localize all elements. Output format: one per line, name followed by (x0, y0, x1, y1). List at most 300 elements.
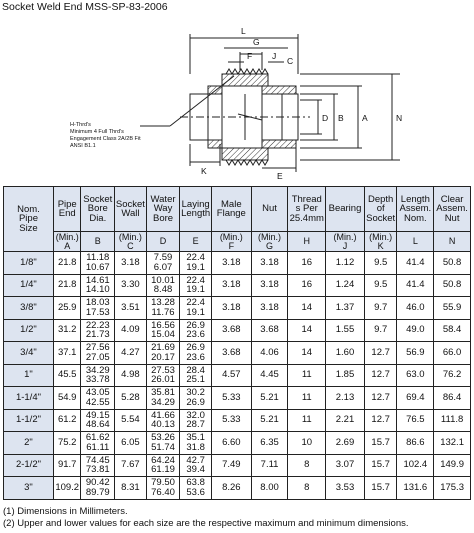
cell-h: 11 (288, 387, 326, 410)
subheader-letter: L (412, 236, 418, 246)
callout-line-4: ANSI B1.1 (70, 143, 96, 149)
header-nut (251, 187, 288, 232)
cell-n: 149.9 (434, 454, 471, 477)
cell-f: 3.68 (211, 342, 251, 365)
cell-min-value: 20.17 (151, 351, 175, 363)
cell-d (146, 364, 180, 387)
header-text: Nut (262, 203, 277, 215)
cell-max-value: 11.18 (86, 252, 110, 264)
cell-min-value: 31.8 (186, 441, 205, 453)
cell-j: 1.60 (326, 342, 365, 365)
cell-f: 8.26 (211, 477, 251, 500)
cell-min-value: 73.81 (85, 464, 110, 476)
cell-min-value: 33.78 (85, 374, 110, 386)
cell-h: 14 (288, 342, 326, 365)
header-male-flange (211, 187, 251, 232)
cell-k: 12.7 (364, 387, 397, 410)
footnote-1: (1) Dimensions in Millimeters. (3, 506, 128, 517)
cell-j: 1.24 (326, 274, 365, 297)
cell-n: 175.3 (434, 477, 471, 500)
dim-label-k: K (201, 166, 207, 176)
cell-f: 4.57 (211, 364, 251, 387)
cell-max-value: 26.9 (186, 342, 205, 354)
table-row (4, 319, 471, 342)
subheader-letter: J (342, 240, 348, 251)
cell-min-value: 19.1 (186, 261, 205, 273)
header-socket-bore (81, 187, 115, 232)
cell-d (146, 432, 180, 455)
cell-k: 9.7 (364, 297, 397, 320)
cell-b (81, 274, 115, 297)
cell-min-value: 26.9 (186, 396, 205, 408)
header-text: Nom. (403, 212, 427, 224)
cell-a: 75.2 (53, 432, 81, 455)
cell-max-value: 21.69 (151, 342, 175, 354)
cell-j: 2.21 (326, 409, 365, 432)
cell-n: 50.8 (434, 252, 471, 275)
cell-min-value: 42.55 (85, 396, 110, 408)
cell-c: 3.51 (115, 297, 147, 320)
subheader-j (326, 232, 365, 252)
cell-min-value: 6.07 (153, 261, 173, 273)
dimension-table (3, 186, 471, 500)
cell-max-value: 26.9 (186, 319, 205, 331)
dim-label-e: E (277, 171, 283, 181)
header-text: Socket (366, 212, 396, 224)
cell-l: 131.6 (397, 477, 434, 500)
cell-max-value: 18.03 (85, 297, 110, 309)
cell-e (180, 477, 212, 500)
cell-j: 3.53 (326, 477, 365, 500)
cell-h: 11 (288, 364, 326, 387)
cell-l: 63.0 (397, 364, 434, 387)
cell-min-value: 40.13 (151, 419, 175, 431)
cell-a: 61.2 (53, 409, 81, 432)
subheader-letter: C (127, 240, 134, 251)
cell-e (180, 342, 212, 365)
cell-c: 5.28 (115, 387, 147, 410)
cell-min-value: 23.6 (186, 329, 205, 341)
cell-j: 1.55 (326, 319, 365, 342)
cell-c: 8.31 (115, 477, 147, 500)
cell-h: 14 (288, 319, 326, 342)
cell-a: 54.9 (53, 387, 81, 410)
cell-max-value: 22.4 (186, 274, 205, 286)
subheader-e (180, 232, 212, 252)
cell-max-value: 14.61 (85, 274, 110, 286)
cell-pipe-size: 1-1/2" (4, 409, 54, 432)
cell-f: 3.18 (211, 252, 251, 275)
cell-f: 5.33 (211, 409, 251, 432)
header-text: Bore (87, 203, 108, 215)
cell-pipe-size: 3" (4, 477, 54, 500)
cell-b (81, 364, 115, 387)
cell-a: 21.8 (53, 274, 81, 297)
cell-pipe-size: 1/8" (4, 252, 54, 275)
dim-label-n: N (396, 113, 403, 123)
footnotes (3, 506, 409, 530)
dim-label-a: A (362, 113, 368, 123)
cell-max-value: 28.4 (186, 364, 205, 376)
cell-pipe-size: 3/4" (4, 342, 54, 365)
table-body (4, 252, 471, 500)
header-text: Clear (440, 193, 464, 205)
cell-min-value: 23.6 (186, 351, 205, 363)
header-text: s Per (295, 203, 318, 215)
cell-max-value: 30.2 (186, 387, 205, 399)
cell-pipe-size: 3/8" (4, 297, 54, 320)
cell-pipe-size: 1/4" (4, 274, 54, 297)
cell-k: 9.5 (364, 274, 397, 297)
cell-j: 2.13 (326, 387, 365, 410)
subheader-g (251, 232, 288, 252)
cell-l: 69.4 (397, 387, 434, 410)
drawing-svg (0, 14, 474, 186)
header-text: Assem. (436, 203, 468, 215)
cell-min-value: 19.1 (186, 306, 205, 318)
cell-b (81, 409, 115, 432)
cell-max-value: 27.56 (85, 342, 110, 354)
subheader-text: (Min.) (219, 231, 243, 242)
cell-n: 86.4 (434, 387, 471, 410)
cell-max-value: 27.53 (151, 364, 175, 376)
cell-min-value: 89.79 (85, 486, 110, 498)
cell-n: 55.9 (434, 297, 471, 320)
cell-k: 15.7 (364, 454, 397, 477)
cell-b (81, 319, 115, 342)
cell-max-value: 43.05 (85, 387, 110, 399)
subheader-h (288, 232, 326, 252)
subheader-k (364, 232, 397, 252)
table-row (4, 454, 471, 477)
table-row (4, 297, 471, 320)
header-size (4, 187, 54, 252)
cell-g: 3.68 (251, 319, 288, 342)
cell-d (146, 342, 180, 365)
cell-min-value: 27.05 (85, 351, 110, 363)
cell-min-value: 25.1 (186, 374, 205, 386)
cell-min-value: 11.76 (151, 306, 175, 318)
cell-e (180, 387, 212, 410)
cell-e (180, 297, 212, 320)
cell-n: 66.0 (434, 342, 471, 365)
cell-l: 41.4 (397, 252, 434, 275)
cell-a: 25.9 (53, 297, 81, 320)
cell-c: 7.67 (115, 454, 147, 477)
table-row (4, 342, 471, 365)
cell-max-value: 61.62 (85, 432, 110, 444)
cell-k: 12.7 (364, 364, 397, 387)
cell-max-value: 22.4 (186, 252, 205, 264)
header-text: Nut (444, 212, 460, 224)
cell-a: 31.2 (53, 319, 81, 342)
cell-b (81, 342, 115, 365)
cell-g: 4.45 (251, 364, 288, 387)
header-text: Size (19, 222, 38, 234)
cell-pipe-size: 1-1/4" (4, 387, 54, 410)
cell-e (180, 252, 212, 275)
cell-min-value: 21.73 (85, 329, 110, 341)
subheader-letter: H (303, 236, 311, 246)
cell-max-value: 32.0 (186, 409, 205, 421)
header-text: Depth (367, 193, 394, 205)
cell-c: 4.98 (115, 364, 147, 387)
cell-l: 86.6 (397, 432, 434, 455)
cell-f: 7.49 (211, 454, 251, 477)
subheader-letter: A (64, 240, 71, 251)
cell-l: 49.0 (397, 319, 434, 342)
cell-l: 41.4 (397, 274, 434, 297)
cell-n: 58.4 (434, 319, 471, 342)
table-row (4, 477, 471, 500)
cell-f: 6.60 (211, 432, 251, 455)
cell-h: 10 (288, 432, 326, 455)
header-text: 25.4mm (289, 212, 324, 224)
cell-n: 50.8 (434, 274, 471, 297)
cell-g: 6.35 (251, 432, 288, 455)
cell-max-value: 7.59 (153, 252, 173, 264)
cell-n: 111.8 (434, 409, 471, 432)
cell-g: 5.21 (251, 387, 288, 410)
subheader-letter: F (228, 240, 235, 251)
cell-c: 4.27 (115, 342, 147, 365)
header-text: Length (181, 208, 211, 219)
cell-min-value: 48.64 (85, 419, 110, 431)
cell-max-value: 90.42 (85, 477, 110, 489)
cell-min-value: 39.4 (186, 464, 205, 476)
subheader-letter: G (266, 240, 274, 251)
cell-max-value: 64.24 (151, 454, 175, 466)
cell-j: 3.07 (326, 454, 365, 477)
cell-g: 3.18 (251, 297, 288, 320)
cell-l: 46.0 (397, 297, 434, 320)
table-row (4, 387, 471, 410)
cell-b (81, 454, 115, 477)
cell-d (146, 387, 180, 410)
cell-max-value: 34.29 (85, 364, 110, 376)
table-row (4, 409, 471, 432)
footnote-2: (2) Upper and lower values for each size are the respective maximum and minimum dimensions. (3, 518, 409, 529)
cell-d (146, 477, 180, 500)
cell-a: 37.1 (53, 342, 81, 365)
cell-max-value: 13.28 (151, 297, 175, 309)
cell-a: 91.7 (53, 454, 81, 477)
cell-min-value: 15.04 (151, 329, 175, 341)
cell-g: 8.00 (251, 477, 288, 500)
cell-g: 3.18 (251, 252, 288, 275)
header-text: Bearing (328, 203, 362, 215)
subheader-letter: B (94, 236, 101, 246)
cell-k: 12.7 (364, 409, 397, 432)
cell-k: 15.7 (364, 432, 397, 455)
header-text: Pipe (57, 198, 77, 210)
cell-min-value: 14.10 (85, 284, 110, 296)
cell-c: 6.05 (115, 432, 147, 455)
cell-min-value: 10.67 (85, 261, 110, 273)
subheader-letter: E (192, 236, 199, 246)
header-text: Socket (115, 198, 145, 210)
header-pipe-end (53, 187, 81, 232)
cell-d (146, 454, 180, 477)
cell-d (146, 252, 180, 275)
subheader-text: (Min.) (118, 231, 142, 242)
subheader-n (434, 232, 471, 252)
cell-l: 56.9 (397, 342, 434, 365)
cell-pipe-size: 2" (4, 432, 54, 455)
cell-f: 5.33 (211, 387, 251, 410)
cell-pipe-size: 1" (4, 364, 54, 387)
cell-n: 76.2 (434, 364, 471, 387)
cell-min-value: 34.29 (151, 396, 175, 408)
table-subheader-row (4, 232, 471, 252)
header-text: Laying (181, 198, 210, 210)
cell-j: 1.85 (326, 364, 365, 387)
cell-a: 109.2 (53, 477, 81, 500)
cell-b (81, 252, 115, 275)
cell-l: 76.5 (397, 409, 434, 432)
cell-min-value: 53.6 (186, 486, 205, 498)
table-row (4, 432, 471, 455)
cell-d (146, 297, 180, 320)
cell-c: 4.09 (115, 319, 147, 342)
header-text: Way (153, 203, 173, 215)
cell-max-value: 22.4 (186, 297, 205, 309)
header-text: Length (400, 193, 430, 205)
cell-pipe-size: 2-1/2" (4, 454, 54, 477)
header-text: Pipe (18, 213, 38, 225)
subheader-letter: D (159, 236, 167, 246)
cell-min-value: 19.1 (186, 284, 205, 296)
header-text: Assem. (399, 203, 432, 215)
cell-h: 16 (288, 274, 326, 297)
cell-j: 2.69 (326, 432, 365, 455)
cell-min-value: 51.74 (151, 441, 175, 453)
header-text: Nom. (17, 203, 40, 215)
header-text: Water (150, 193, 176, 205)
cell-max-value: 74.45 (85, 454, 110, 466)
cell-n: 132.1 (434, 432, 471, 455)
cell-max-value: 16.56 (151, 319, 175, 331)
cell-max-value: 41.66 (151, 409, 175, 421)
cell-max-value: 49.15 (85, 409, 110, 421)
cell-f: 3.18 (211, 274, 251, 297)
callout-line-2: Minimum 4 Full Thrd's (70, 129, 124, 135)
subheader-letter: K (377, 240, 384, 251)
cell-min-value: 17.53 (85, 306, 110, 318)
page-title: Socket Weld End MSS-SP-83-2006 (2, 1, 168, 13)
cell-max-value: 42.7 (186, 454, 205, 466)
cell-pipe-size: 1/2" (4, 319, 54, 342)
callout-line-3: Engagement Class 2A/2B Fit (70, 136, 141, 142)
subheader-text: (Min.) (258, 231, 282, 242)
header-laying-length (180, 187, 212, 232)
cell-c: 5.54 (115, 409, 147, 432)
cell-d (146, 319, 180, 342)
header-text: Thread (291, 193, 322, 205)
cell-e (180, 432, 212, 455)
subheader-a (53, 232, 81, 252)
cell-max-value: 10.01 (151, 274, 175, 286)
cell-h: 8 (288, 454, 326, 477)
header-water-way (146, 187, 180, 232)
cell-c: 3.18 (115, 252, 147, 275)
cell-max-value: 35.81 (151, 387, 175, 399)
dim-label-j: J (272, 51, 277, 61)
subheader-d (146, 232, 180, 252)
subheader-letter: N (448, 236, 456, 246)
dim-label-f: F (247, 51, 253, 61)
header-threads (288, 187, 326, 232)
subheader-b (81, 232, 115, 252)
cell-k: 12.7 (364, 342, 397, 365)
cell-min-value: 76.40 (151, 486, 175, 498)
cell-h: 16 (288, 252, 326, 275)
dim-label-b: B (338, 113, 344, 123)
header-text: Male (221, 198, 242, 210)
cell-g: 7.11 (251, 454, 288, 477)
header-text: Dia. (89, 212, 107, 224)
dim-label-g: G (253, 37, 260, 47)
subheader-text: (Min.) (55, 231, 79, 242)
dim-label-l: L (241, 26, 246, 36)
header-text: Wall (121, 208, 140, 219)
cell-b (81, 387, 115, 410)
table-row (4, 274, 471, 297)
cell-max-value: 35.1 (186, 432, 205, 444)
cell-f: 3.68 (211, 319, 251, 342)
dim-label-d: D (322, 113, 329, 123)
cell-h: 8 (288, 477, 326, 500)
subheader-c (115, 232, 147, 252)
table-row (4, 364, 471, 387)
callout-line-1: H-Thrd's (70, 122, 91, 128)
cell-e (180, 454, 212, 477)
cell-max-value: 79.50 (151, 477, 175, 489)
cell-b (81, 297, 115, 320)
header-text: Socket (83, 193, 113, 205)
cell-j: 1.12 (326, 252, 365, 275)
subheader-l (397, 232, 434, 252)
cell-d (146, 409, 180, 432)
header-text: Flange (216, 208, 246, 219)
cell-b (81, 477, 115, 500)
header-bearing (326, 187, 365, 232)
cell-h: 14 (288, 297, 326, 320)
cell-a: 21.8 (53, 252, 81, 275)
cell-d (146, 274, 180, 297)
cell-h: 11 (288, 409, 326, 432)
union-cross-section-drawing (0, 14, 474, 186)
cell-l: 102.4 (397, 454, 434, 477)
header-text: End (58, 208, 76, 219)
subheader-text: (Min.) (333, 231, 357, 242)
cell-j: 1.37 (326, 297, 365, 320)
header-length-assem (397, 187, 434, 232)
cell-min-value: 28.7 (186, 419, 205, 431)
cell-min-value: 61.11 (86, 441, 110, 453)
cell-a: 45.5 (53, 364, 81, 387)
header-depth-socket (364, 187, 397, 232)
cell-f: 3.18 (211, 297, 251, 320)
cell-g: 5.21 (251, 409, 288, 432)
cell-e (180, 274, 212, 297)
cell-min-value: 8.48 (153, 284, 173, 296)
cell-k: 15.7 (364, 477, 397, 500)
cell-min-value: 26.01 (151, 374, 175, 386)
cell-max-value: 22.23 (85, 319, 110, 331)
header-socket-wall (115, 187, 147, 232)
table-header-row (4, 187, 471, 232)
